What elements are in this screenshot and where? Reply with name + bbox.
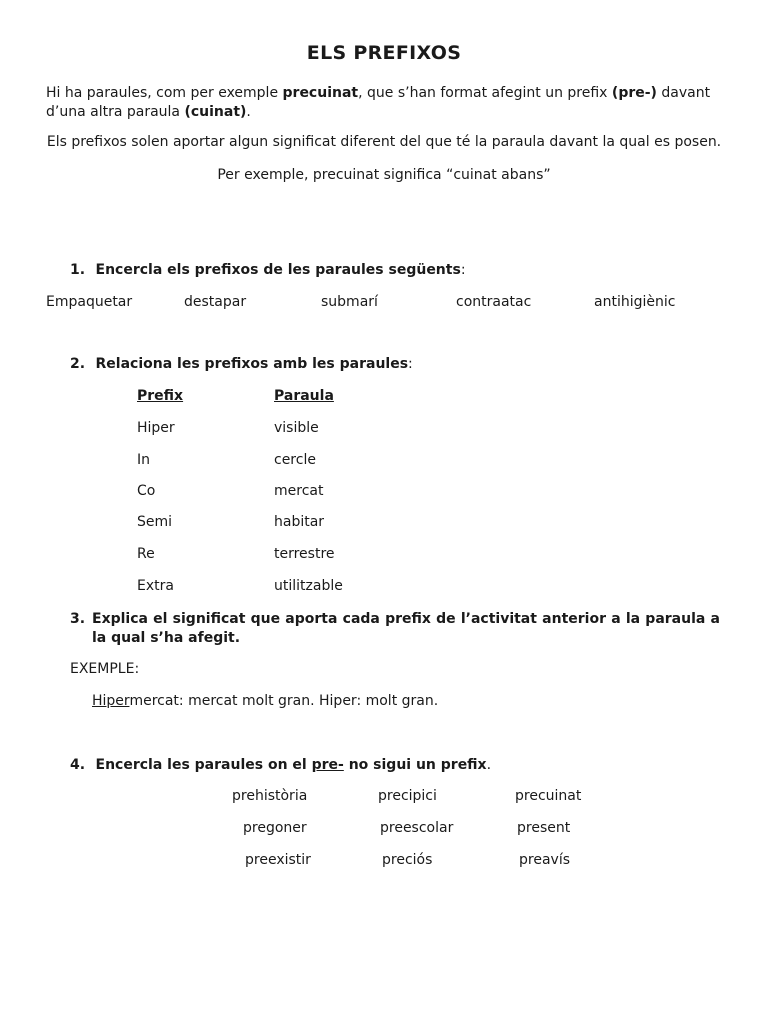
q4-word: pregoner <box>243 820 307 836</box>
q4-word: precipici <box>378 788 437 804</box>
q1-word: submarí <box>321 294 378 310</box>
prefix-column-header: Prefix <box>137 388 184 404</box>
prefix-item: Re <box>137 546 155 562</box>
question-text <box>96 757 487 773</box>
question-text-part: no sigui un prefix <box>343 757 487 773</box>
prefix-item: Hiper <box>137 420 175 436</box>
intro-paragraph <box>46 84 726 122</box>
intro-text: , que s’han format afegint un prefix <box>358 85 612 101</box>
question-colon: : <box>408 356 413 372</box>
question-pre-underlined: pre- <box>311 757 344 773</box>
word-item: habitar <box>274 514 325 530</box>
question-colon: : <box>460 262 466 278</box>
q4-word: precuinat <box>515 788 582 804</box>
word-item: terrestre <box>274 546 335 562</box>
question-period: . <box>486 757 492 773</box>
word-item: utilitzable <box>274 578 343 594</box>
question-3 <box>70 610 720 648</box>
question-2 <box>70 356 413 372</box>
word-item: cercle <box>274 452 316 468</box>
q1-word: Empaquetar <box>46 294 133 310</box>
intro-line-2: Els prefixos solen aportar algun significat diferent del que té la paraula davant la qual es posen. <box>46 134 722 150</box>
intro-bold-word: precuinat <box>282 85 359 101</box>
example-rest: mercat: mercat molt gran. Hiper: molt gran. <box>129 693 439 709</box>
question-text <box>70 610 720 648</box>
intro-text: davant d’una altra paraula <box>46 85 711 120</box>
intro-bold-base: (cuinat) <box>184 104 247 120</box>
question-number: 3. <box>70 611 86 627</box>
example-line <box>92 693 438 709</box>
question-number: 4. <box>70 757 86 773</box>
example-prefix: Hiper <box>92 693 130 709</box>
q4-word: present <box>517 820 571 836</box>
question-text: Relaciona les prefixos amb les paraules <box>95 356 409 372</box>
question-4 <box>70 757 491 773</box>
question-text-body: Explica el significat que aporta cada prefix de l’activitat anterior a la paraula a la qual s’ha afegit <box>92 611 720 646</box>
intro-text: Hi ha paraules, com per exemple <box>46 85 283 101</box>
question-1 <box>70 262 466 278</box>
intro-bold-prefix: (pre-) <box>611 85 657 101</box>
word-column-header: Paraula <box>274 388 334 404</box>
word-item: mercat <box>274 483 324 499</box>
intro-text: . <box>246 104 251 120</box>
q1-word: destapar <box>184 294 247 310</box>
prefix-item: Extra <box>137 578 174 594</box>
example-label: EXEMPLE: <box>70 661 140 677</box>
q4-word: preexistir <box>245 852 311 868</box>
question-text: Encercla els prefixos de les paraules següents <box>95 262 461 278</box>
question-number: 1. <box>70 262 86 278</box>
prefix-item: Semi <box>137 514 173 530</box>
word-item: visible <box>274 420 319 436</box>
q4-word: preciós <box>382 852 433 868</box>
intro-line-3: Per exemple, precuinat significa “cuinat abans” <box>217 167 551 183</box>
question-period: . <box>234 630 241 646</box>
q1-word: antihigiènic <box>594 294 676 310</box>
q4-word: preescolar <box>380 820 454 836</box>
page-title: ELS PREFIXOS <box>306 42 462 64</box>
q4-word: prehistòria <box>232 788 308 804</box>
question-text-part: Encercla les paraules on el <box>95 757 312 773</box>
question-number: 2. <box>70 356 86 372</box>
q4-word: preavís <box>519 852 570 868</box>
prefix-item: Co <box>137 483 156 499</box>
q1-word: contraatac <box>456 294 532 310</box>
prefix-item: In <box>137 452 151 468</box>
